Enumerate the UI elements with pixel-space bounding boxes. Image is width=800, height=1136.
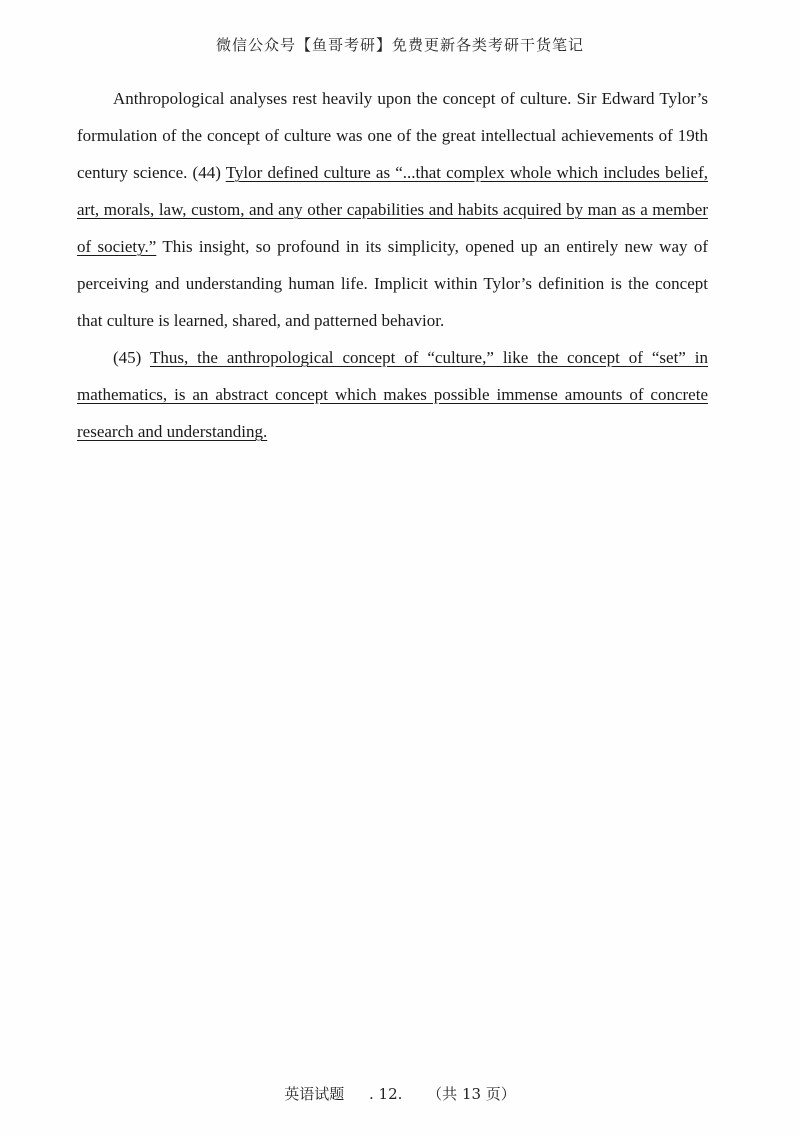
footer-subject: 英语试题 <box>284 1085 345 1103</box>
underlined-sentence-45: Thus, the anthropological concept of “culture,” like the concept of “set” in mathematics, is an abstract concept which makes possible immense amounts of concrete research and understanding. <box>77 348 708 441</box>
footer-page-number: . 12. <box>368 1085 403 1103</box>
passage <box>77 80 708 450</box>
paragraph-1-text-b: This insight, so profound in its simplicity, opened up an entirely new way of perceiving and understanding human life. Implicit within Tylor’s definition is the concept that culture is learned, shared, and patterned behavior. <box>77 237 708 330</box>
paragraph-2 <box>77 339 708 450</box>
underlined-sentence-44: Tylor defined culture as “...that complex whole which includes belief, art, morals, law, custom, and any other capabilities and habits acquired by man as a member of society.” <box>77 163 708 256</box>
page-footer <box>0 1083 800 1104</box>
paragraph-1 <box>77 80 708 339</box>
paragraph-1-text-a: Anthropological analyses rest heavily upon the concept of culture. Sir Edward Tylor’s formulation of the concept of culture was one of the great intellectual achievements of 19th century science. (44) <box>77 89 708 182</box>
footer-total-pages: （共 13 页） <box>427 1085 516 1103</box>
paragraph-2-label: (45) <box>113 348 150 367</box>
watermark-header: 微信公众号【鱼哥考研】免费更新各类考研干货笔记 <box>215 36 584 54</box>
